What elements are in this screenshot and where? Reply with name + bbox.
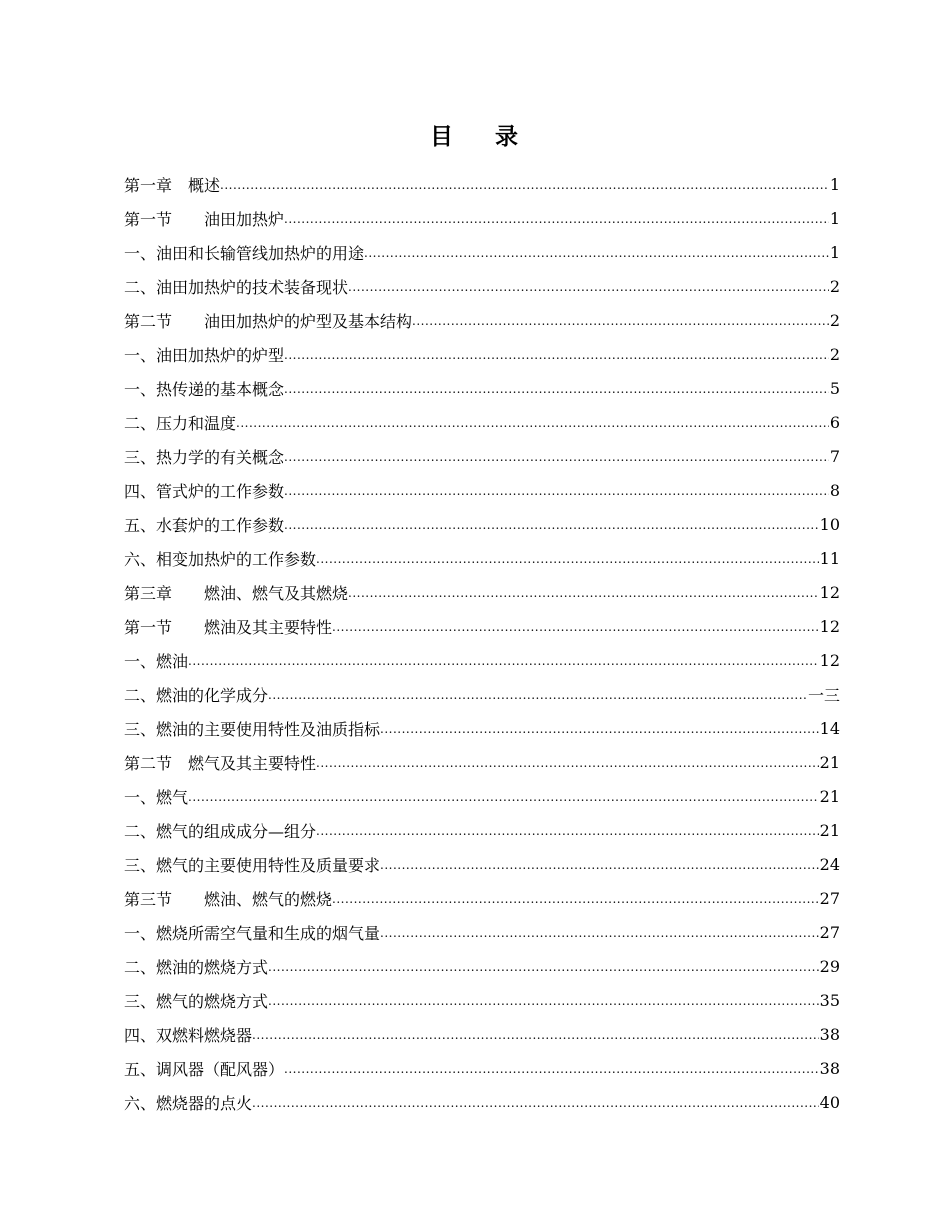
toc-dot-leader (284, 439, 829, 473)
toc-dot-leader (268, 949, 819, 983)
toc-dot-leader (348, 269, 829, 303)
toc-entry-page: 11 (819, 548, 840, 568)
toc-entry-page: 38 (819, 1058, 840, 1078)
toc-entry-label: 第一节 燃油及其主要特性 (124, 617, 333, 637)
toc-entry-label: 一、燃气 (124, 787, 189, 807)
toc-entry-label: 二、燃油的燃烧方式 (124, 957, 269, 977)
toc-entry-page: 27 (819, 888, 840, 908)
toc-entry[interactable] (124, 881, 840, 915)
toc-entry[interactable] (124, 949, 840, 983)
toc-dot-leader (252, 1017, 819, 1051)
toc-entry[interactable] (124, 439, 840, 473)
toc-dot-leader (380, 711, 819, 745)
toc-title-part2: 录 (495, 124, 520, 150)
toc-entry-page: 2 (829, 276, 840, 296)
toc-entry-label: 五、水套炉的工作参数 (124, 515, 285, 535)
toc-entry-label: 第一节 油田加热炉 (124, 209, 285, 229)
table-of-contents (124, 167, 840, 1119)
toc-entry-label: 四、双燃料燃烧器 (124, 1025, 253, 1045)
toc-dot-leader (284, 507, 819, 541)
toc-entry[interactable] (124, 1017, 840, 1051)
toc-entry-label: 二、油田加热炉的技术装备现状 (124, 277, 349, 297)
toc-entry-page: 1 (829, 208, 840, 228)
toc-dot-leader (220, 167, 829, 201)
toc-entry-label: 二、燃油的化学成分 (124, 685, 269, 705)
toc-dot-leader (284, 201, 829, 235)
toc-entry-page: 1 (829, 242, 840, 262)
toc-entry-page: 2 (829, 310, 840, 330)
toc-entry[interactable] (124, 609, 840, 643)
toc-dot-leader (316, 745, 819, 779)
toc-entry[interactable] (124, 405, 840, 439)
toc-dot-leader (380, 847, 819, 881)
toc-entry-page: 24 (819, 854, 840, 874)
toc-entry-page: 12 (819, 616, 840, 636)
toc-entry-label: 第三节 燃油、燃气的燃烧 (124, 889, 333, 909)
toc-entry[interactable] (124, 541, 840, 575)
toc-entry[interactable] (124, 303, 840, 337)
toc-dot-leader (268, 677, 807, 711)
toc-entry-page: 1 (829, 174, 840, 194)
toc-entry[interactable] (124, 677, 840, 711)
toc-entry-label: 三、燃气的主要使用特性及质量要求 (124, 855, 381, 875)
toc-entry-page: 40 (819, 1092, 840, 1112)
toc-entry-label: 三、燃气的燃烧方式 (124, 991, 269, 1011)
toc-entry-page: 21 (819, 786, 840, 806)
toc-entry-page: 7 (829, 446, 840, 466)
toc-entry[interactable] (124, 847, 840, 881)
toc-entry-page: 21 (819, 820, 840, 840)
toc-entry-page: 21 (819, 752, 840, 772)
toc-entry-page: 27 (819, 922, 840, 942)
toc-entry-page: 12 (819, 650, 840, 670)
toc-entry-label: 一、油田加热炉的炉型 (124, 345, 285, 365)
toc-dot-leader (284, 337, 829, 371)
toc-entry-page: 12 (819, 582, 840, 602)
toc-entry[interactable] (124, 643, 840, 677)
toc-dot-leader (316, 813, 819, 847)
toc-entry-label: 六、燃烧器的点火 (124, 1093, 253, 1113)
toc-entry-label: 一、油田和长输管线加热炉的用途 (124, 243, 365, 263)
toc-entry-page: 5 (829, 378, 840, 398)
toc-dot-leader (236, 405, 829, 439)
toc-entry[interactable] (124, 507, 840, 541)
toc-entry[interactable] (124, 983, 840, 1017)
toc-entry-label: 二、燃气的组成成分—组分 (124, 821, 317, 841)
toc-entry-label: 第二节 油田加热炉的炉型及基本结构 (124, 311, 413, 331)
toc-entry[interactable] (124, 337, 840, 371)
toc-entry-label: 四、管式炉的工作参数 (124, 481, 285, 501)
toc-entry[interactable] (124, 201, 840, 235)
toc-dot-leader (380, 915, 819, 949)
toc-dot-leader (316, 541, 819, 575)
toc-entry[interactable] (124, 371, 840, 405)
toc-dot-leader (332, 881, 819, 915)
toc-entry-page: 2 (829, 344, 840, 364)
toc-entry[interactable] (124, 1051, 840, 1085)
toc-dot-leader (252, 1085, 819, 1119)
toc-entry[interactable] (124, 779, 840, 813)
toc-dot-leader (284, 1051, 819, 1085)
toc-entry-label: 一、燃油 (124, 651, 189, 671)
toc-entry-page: 29 (819, 956, 840, 976)
toc-dot-leader (284, 473, 829, 507)
toc-entry[interactable] (124, 711, 840, 745)
toc-entry-page: 6 (829, 412, 840, 432)
toc-title (0, 118, 950, 151)
toc-entry-page: 14 (819, 718, 840, 738)
toc-entry-label: 三、燃油的主要使用特性及油质指标 (124, 719, 381, 739)
toc-entry-label: 二、压力和温度 (124, 413, 237, 433)
toc-entry-label: 六、相变加热炉的工作参数 (124, 549, 317, 569)
toc-entry[interactable] (124, 745, 840, 779)
toc-dot-leader (364, 235, 829, 269)
toc-entry[interactable] (124, 915, 840, 949)
toc-entry-page: 35 (819, 990, 840, 1010)
toc-entry-label: 第三章 燃油、燃气及其燃烧 (124, 583, 349, 603)
toc-entry[interactable] (124, 473, 840, 507)
toc-dot-leader (268, 983, 819, 1017)
toc-dot-leader (188, 643, 819, 677)
toc-entry-page: 10 (819, 514, 840, 534)
toc-entry-label: 第二节 燃气及其主要特性 (124, 753, 317, 773)
toc-entry-label: 一、热传递的基本概念 (124, 379, 285, 399)
toc-entry-page: 38 (819, 1024, 840, 1044)
toc-dot-leader (188, 779, 819, 813)
toc-entry-label: 三、热力学的有关概念 (124, 447, 285, 467)
toc-entry-page: 8 (829, 480, 840, 500)
toc-entry[interactable] (124, 167, 840, 201)
toc-entry[interactable] (124, 235, 840, 269)
toc-entry-label: 一、燃烧所需空气量和生成的烟气量 (124, 923, 381, 943)
toc-entry[interactable] (124, 1085, 840, 1119)
toc-dot-leader (332, 609, 819, 643)
toc-entry[interactable] (124, 269, 840, 303)
toc-dot-leader (348, 575, 819, 609)
toc-entry-label: 第一章 概述 (124, 175, 221, 195)
toc-entry[interactable] (124, 813, 840, 847)
toc-entry-page: 一三 (807, 685, 840, 705)
toc-entry[interactable] (124, 575, 840, 609)
toc-dot-leader (412, 303, 829, 337)
toc-entry-label: 五、调风器（配风器） (124, 1059, 285, 1079)
toc-dot-leader (284, 371, 829, 405)
toc-title-part1: 目 (430, 124, 455, 150)
